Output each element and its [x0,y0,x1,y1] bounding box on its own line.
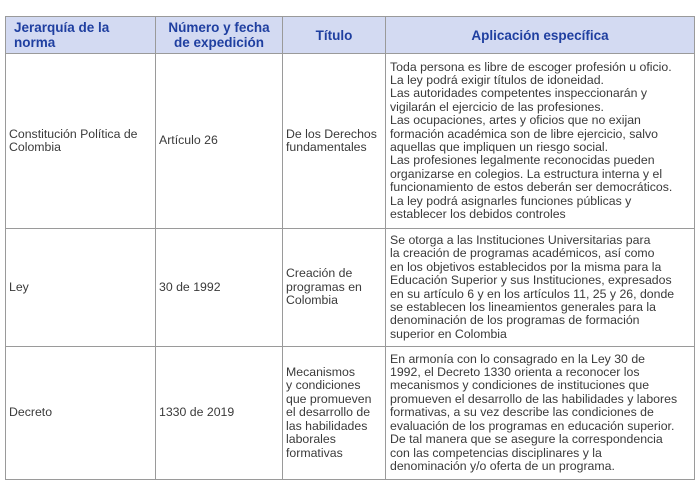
cell-text-line: 30 de 1992 [159,279,221,294]
norms-table-container [5,16,694,480]
cell-text-line: laborales [286,432,336,447]
cell-jerarquia [6,229,156,347]
cell-text-line: La ley podrá exigir títulos de idoneidad. [390,72,604,87]
cell-text-line: Constitución Política de [9,126,138,141]
cell-text-line: 1992, el Decreto 1330 orienta a reconocer los [390,365,640,380]
cell-text-line: la creación de programas académicos, así como [390,246,655,261]
header-numero [156,17,283,54]
cell-text-line: formación académica son de libre ejercicio, salvo [390,126,658,141]
table-row [6,229,695,347]
cell-numero [156,347,283,480]
cell-text-line: Decreto [9,405,53,420]
cell-text-line: La ley podrá asignarles funciones públicas y [390,193,632,208]
cell-text-line: funcionamiento de estos deberán ser democráticos. [390,180,673,195]
cell-text-line: vigilarán el ejercicio de las profesiones. [390,99,604,114]
cell-text-line: organizarse en colegios. La estructura interna y el [390,166,663,181]
cell-aplicacion [386,347,695,480]
cell-text-line: las habilidades [286,418,368,433]
cell-text-line: se establecen los lineamientos generales para la [390,299,656,314]
cell-text-line: programas en [286,279,362,294]
cell-text-line: establecer los debidos controles [390,207,566,222]
cell-numero [156,54,283,229]
cell-text-line: 1330 de 2019 [159,405,235,420]
cell-text-line: De tal manera que se asegure la correspondencia [390,432,663,447]
header-jerarquia: Jerarquía de la norma [6,17,156,54]
cell-text-line: Las ocupaciones, artes y oficios que no exijan [390,113,641,128]
cell-text-line: Se otorga a las Instituciones Universitarias para [390,232,651,247]
cell-text-line: aquellas que impliquen un riesgo social. [390,140,609,154]
cell-text-line: fundamentales [286,140,367,154]
cell-text-line: Creación de [286,266,353,281]
table-row [6,54,695,229]
cell-text-line: promueven el desarrollo de las habilidades y labores [390,391,678,406]
header-numero-line1: Número y fecha [168,20,270,35]
cell-text-line: De los Derechos [286,126,377,141]
header-aplicacion: Aplicación específica [386,17,695,54]
cell-text-line: Toda persona es libre de escoger profesión u oficio. [390,59,672,74]
cell-text-line: en su artículo 6 y en los artículos 11, 25 y 26, donde [390,286,675,301]
cell-text-line: en los objetivos establecidos por la misma para la [390,259,662,274]
cell-text-line: evaluación de los programas en educación superior. [390,418,675,433]
header-row [6,17,695,54]
cell-titulo [283,347,386,480]
cell-text-line: formativas, a su vez describe las condiciones de [390,405,654,420]
cell-aplicacion [386,54,695,229]
cell-text-line: Colombia [9,140,61,154]
cell-text-line: Mecanismos [286,365,356,380]
cell-text-line: denominación y/o oferta de un programa. [390,458,615,473]
cell-text-line: el desarrollo de [286,405,371,420]
cell-text-line: Colombia [286,293,338,308]
cell-text-line: con las competencias disciplinares y la [390,445,602,460]
header-numero-line2: de expedición [173,35,265,50]
table-row [6,347,695,480]
table-body [6,54,695,480]
cell-text-line: Las autoridades competentes inspeccionarán y [390,86,648,101]
cell-text-line: En armonía con lo consagrado en la Ley 30 de [390,351,645,366]
cell-text-line: Artículo 26 [159,133,218,148]
header-titulo: Título [283,17,386,54]
cell-text-line: denominación de los programas de formación [390,313,640,328]
cell-titulo [283,229,386,347]
cell-text-line: Ley [9,279,29,294]
cell-jerarquia [6,54,156,229]
cell-text-line: y condiciones [286,378,361,393]
cell-numero [156,229,283,347]
cell-text-line: Las profesiones legalmente reconocidas pueden [390,153,655,168]
cell-text-line: formativas [286,445,343,460]
cell-text-line: que promueven [286,391,372,406]
cell-jerarquia [6,347,156,480]
cell-text-line: Educación Superior y sus Instituciones, expresados [390,273,672,288]
cell-aplicacion [386,229,695,347]
norms-table [5,16,695,480]
table-header [6,17,695,54]
cell-text-line: mecanismos y condiciones de instituciones que [390,378,650,393]
cell-text-line: superior en Colombia [390,326,507,341]
cell-titulo [283,54,386,229]
